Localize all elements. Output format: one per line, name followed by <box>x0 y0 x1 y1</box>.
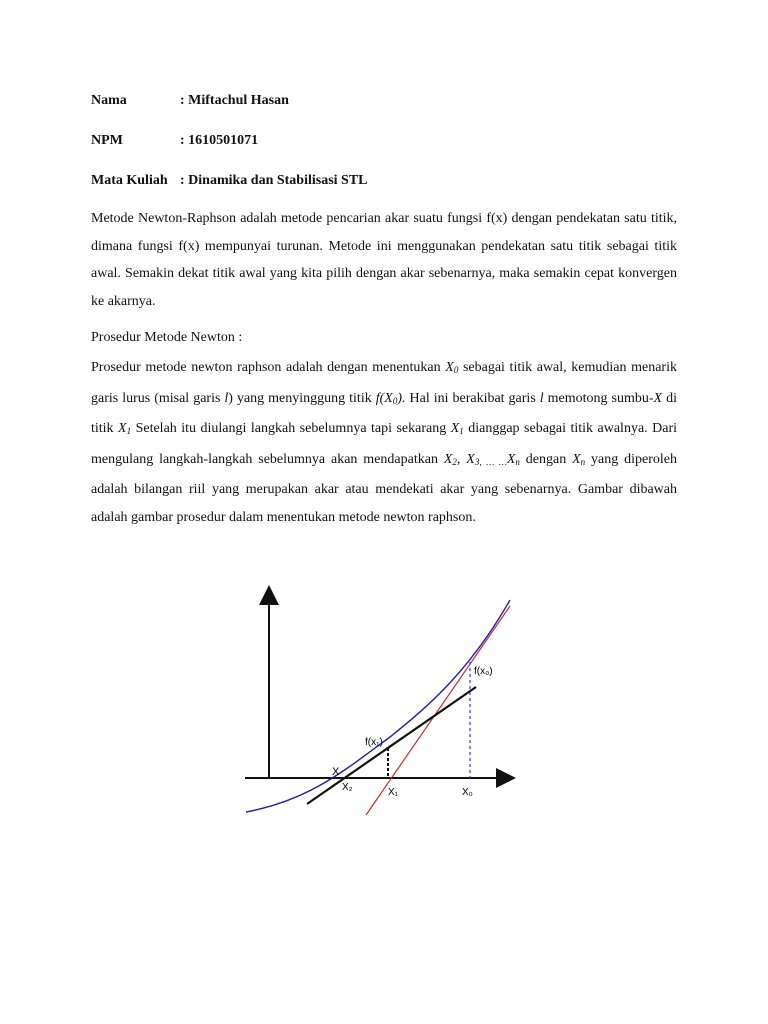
course-label: Mata Kuliah <box>91 173 168 188</box>
npm-label: NPM <box>91 133 123 148</box>
label-fx1: f(x₁) <box>365 737 383 748</box>
label-x2: X₂ <box>342 782 353 793</box>
course-value: : Dinamika dan Stabilisasi STL <box>180 173 368 188</box>
label-fx0: f(x₀) <box>474 666 493 677</box>
name-value: : Miftachul Hasan <box>180 93 289 108</box>
procedure-heading: Prosedur Metode Newton : <box>91 330 243 345</box>
label-x0: X₀ <box>462 787 473 798</box>
npm-value: : 1610501071 <box>180 133 259 148</box>
intro-paragraph: Metode Newton-Raphson adalah metode pencarian akar suatu fungsi f(x) dengan pendekatan satu titik, dimana fungsi f(x) mempunyai turunan. Metode ini menggunakan pendekatan satu titik sebagai titik awal. Semakin dekat titik awal yang kita pilih dengan akar sebenarnya, maka semakin cepat konvergen ke akarnya. <box>91 211 677 309</box>
label-x: X <box>332 766 340 778</box>
label-x1: X₁ <box>388 787 399 798</box>
procedure-paragraph: Prosedur metode newton raphson adalah dengan menentukan $X_0$ sebagai titik awal, kemudian menarik garis lurus (misal garis l) yang menyinggung titik $f(X_0)$. Hal ini berakibat garis l memotong sumbu-X di titik $X_1$ Setelah itu diulangi langkah sebelumnya tapi sekarang $X_1$ dianggap sebagai titik awalnya. Dari mengulang langkah-langkah sebelumnya akan mendapatkan $X_2$, $X_{3, \dots \dots}X_n$ dengan $X_n$ yang diperoleh adalah bilangan riil yang merupakan akar atau mendekati akar yang sebenarnya. Gambar dibawah adalah gambar prosedur dalam menentukan metode newton raphson. <box>91 360 678 525</box>
tangent-line-x0 <box>366 606 510 815</box>
name-label: Nama <box>91 93 127 108</box>
